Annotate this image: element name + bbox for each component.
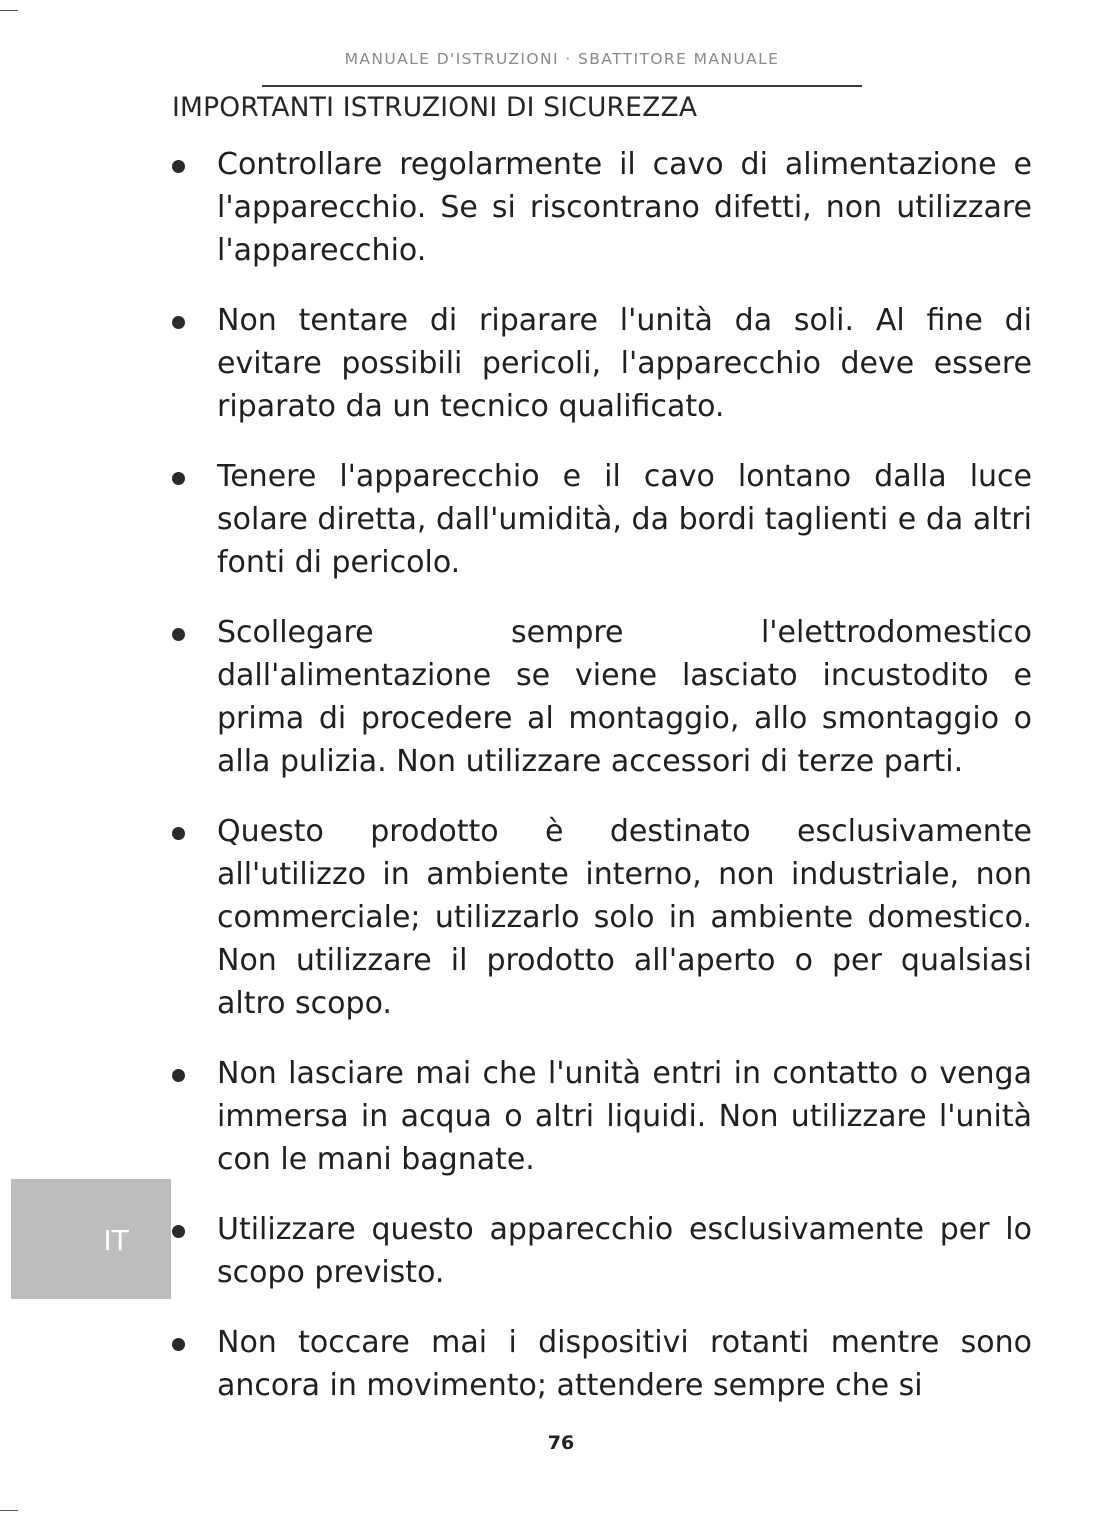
list-item: [172, 143, 1042, 272]
bullet-icon: [172, 160, 185, 173]
crop-mark-bottom: [0, 1510, 18, 1511]
bullet-icon: [172, 628, 185, 641]
bullet-icon: [172, 316, 185, 329]
list-item-text: Utilizzare questo apparecchio esclusivamente per lo scopo previsto.: [217, 1212, 1032, 1290]
crop-mark-top: [0, 10, 18, 11]
bullet-icon: [172, 1069, 185, 1082]
list-item: [172, 455, 1042, 584]
list-item: [172, 810, 1042, 1025]
bullet-icon: [172, 1338, 185, 1351]
header-rule: [262, 85, 862, 87]
bullet-icon: [172, 827, 185, 840]
section-title: IMPORTANTI ISTRUZIONI DI SICUREZZA: [172, 92, 698, 123]
list-item-text: Non toccare mai i dispositivi rotanti mentre sono ancora in movimento; attendere sempre che si: [217, 1325, 1032, 1403]
list-item: [172, 611, 1042, 783]
bullet-icon: [172, 472, 185, 485]
list-item: [172, 299, 1042, 428]
list-item: [172, 1321, 1042, 1407]
list-item: [172, 1052, 1042, 1181]
list-item-text: Controllare regolarmente il cavo di alimentazione e l'apparecchio. Se si riscontrano difetti, non utilizzare l'apparecchio.: [217, 147, 1032, 268]
list-item: [172, 1208, 1042, 1294]
safety-instructions-list: [172, 143, 1042, 1434]
list-item-text: Questo prodotto è destinato esclusivamente all'utilizzo in ambiente interno, non industriale, non commerciale; utilizzarlo solo in ambiente domestico. Non utilizzare il prodotto all'aperto o per qualsiasi altro scopo.: [217, 814, 1032, 1021]
list-item-text: Scollegare sempre l'elettrodomestico dall'alimentazione se viene lasciato incustodito e prima di procedere al montaggio, allo smontaggio o alla pulizia. Non utilizzare accessori di terze parti.: [217, 615, 1032, 779]
running-header: MANUALE D'ISTRUZIONI · SBATTITORE MANUALE: [344, 50, 780, 68]
list-item-text: Non lasciare mai che l'unità entri in contatto o venga immersa in acqua o altri liquidi. Non utilizzare l'unità con le mani bagnate.: [217, 1056, 1032, 1177]
page-number: 76: [547, 1432, 575, 1454]
list-item-text: Tenere l'apparecchio e il cavo lontano dalla luce solare diretta, dall'umidità, da bordi taglienti e da altri fonti di pericolo.: [217, 459, 1032, 580]
list-item-text: Non tentare di riparare l'unità da soli. Al fine di evitare possibili pericoli, l'apparecchio deve essere riparato da un tecnico qualificato.: [217, 303, 1032, 424]
language-tab-label: IT: [103, 1224, 129, 1257]
language-tab: [11, 1179, 171, 1299]
